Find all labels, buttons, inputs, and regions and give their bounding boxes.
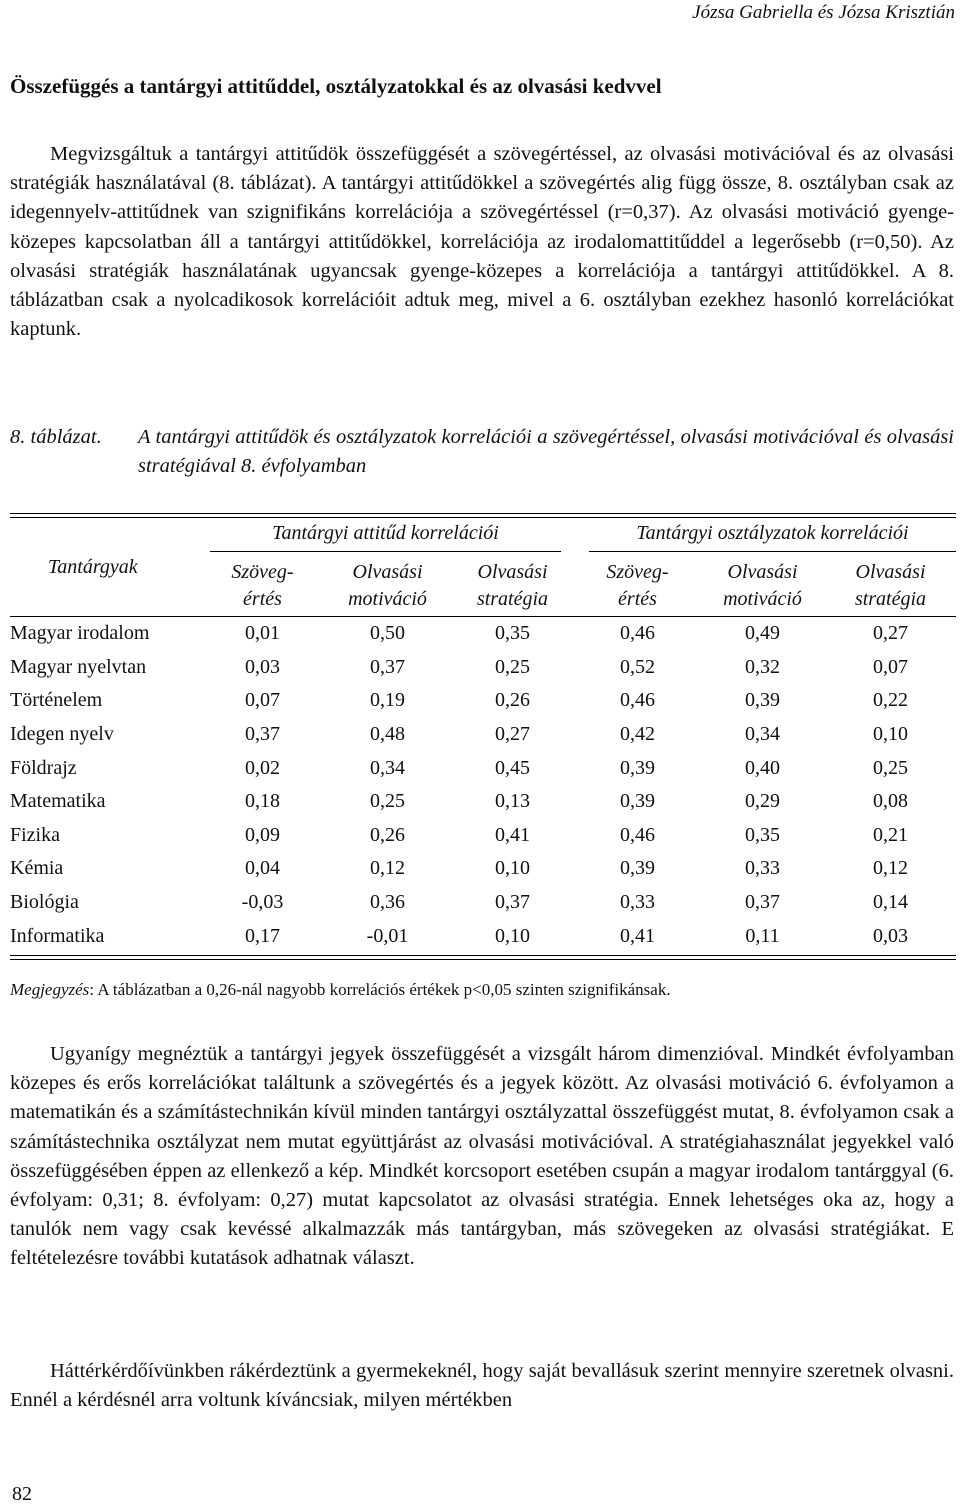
table-cell-subject: Magyar nyelvtan — [10, 655, 147, 678]
table-cell-subject: Biológia — [10, 891, 79, 914]
table-cell: 0,29 — [745, 790, 780, 813]
table-cell: 0,25 — [495, 655, 530, 678]
table-cell: 0,10 — [495, 857, 530, 880]
table-row — [10, 617, 956, 651]
subheader-attitude-reading-comprehension: Szöveg- értés — [200, 556, 325, 617]
table-cell: 0,32 — [745, 655, 780, 678]
table-cell: 0,50 — [370, 622, 405, 645]
table-cell: 0,37 — [245, 723, 280, 746]
table-cell: 0,39 — [620, 857, 655, 880]
table-cell: 0,25 — [370, 790, 405, 813]
table-caption-text: A tantárgyi attitűdök és osztályzatok korrelációi a szövegértéssel, olvasási motivációval és olvasási stratégiával 8. évfolyamban — [138, 426, 954, 477]
section-title: Összefüggés a tantárgyi attitűddel, osztályzatokkal és az olvasási kedvvel — [10, 74, 662, 98]
table-row — [10, 919, 956, 953]
table-cell: 0,39 — [620, 790, 655, 813]
table-cell: 0,37 — [495, 891, 530, 914]
table-row — [10, 751, 956, 785]
table-cell: 0,45 — [495, 756, 530, 779]
table-cell: 0,25 — [873, 756, 908, 779]
table-cell-subject: Történelem — [10, 689, 103, 712]
table-cell: 0,10 — [495, 924, 530, 947]
table-cell: 0,18 — [245, 790, 280, 813]
table-cell: 0,39 — [620, 756, 655, 779]
table-cell: 0,40 — [745, 756, 780, 779]
paragraph-background-questionnaire: Háttérkérdőívünkben rákérdeztünk a gyermekeknél, hogy saját bevallásuk szerint mennyire szeretnek olvasni. Ennél a kérdésnél arra voltunk kíváncsiak, milyen mértékben — [10, 1360, 954, 1412]
subheader-attitude-reading-motivation: Olvasási motiváció — [325, 556, 450, 617]
subheader-attitude-reading-strategy: Olvasási stratégia — [450, 556, 575, 617]
table-cell: 0,02 — [245, 756, 280, 779]
subheader-grades-reading-comprehension: Szöveg- értés — [575, 556, 700, 617]
table-cell: 0,34 — [370, 756, 405, 779]
table-cell-subject: Kémia — [10, 857, 64, 880]
table-row — [10, 819, 956, 853]
table-cell: -0,03 — [241, 891, 284, 914]
table-cell: 0,35 — [745, 823, 780, 846]
table-cell: 0,27 — [495, 723, 530, 746]
correlation-table-container — [10, 513, 956, 960]
table-cell: 0,04 — [245, 857, 280, 880]
table-row — [10, 852, 956, 886]
table-cell: 0,35 — [495, 622, 530, 645]
table-cell: 0,46 — [620, 622, 655, 645]
table-cell: 0,26 — [495, 689, 530, 712]
table-cell: 0,22 — [873, 689, 908, 712]
table-cell: 0,36 — [370, 891, 405, 914]
header-subjects: Tantárgyak — [10, 518, 200, 617]
table-cell: -0,01 — [366, 924, 409, 947]
table-cell: 0,33 — [745, 857, 780, 880]
table-cell: 0,03 — [245, 655, 280, 678]
table-row — [10, 785, 956, 819]
table-cell: 0,12 — [370, 857, 405, 880]
table-cell: 0,42 — [620, 723, 655, 746]
table-cell: 0,46 — [620, 689, 655, 712]
table-cell: 0,07 — [873, 655, 908, 678]
table-cell: 0,37 — [370, 655, 405, 678]
table-cell-subject: Matematika — [10, 790, 106, 813]
table-cell: 0,41 — [495, 823, 530, 846]
table-cell: 0,10 — [873, 723, 908, 746]
table-cell: 0,19 — [370, 689, 405, 712]
header-group-attitude: Tantárgyi attitűd korrelációi — [210, 522, 561, 552]
table-cell: 0,21 — [873, 823, 908, 846]
table-cell: 0,14 — [873, 891, 908, 914]
table-cell: 0,41 — [620, 924, 655, 947]
table-cell: 0,08 — [873, 790, 908, 813]
table-cell: 0,48 — [370, 723, 405, 746]
paragraph-intro: Megvizsgáltuk a tantárgyi attitűdök összefüggését a szövegértéssel, az olvasási motivációval és az olvasási stratégiák használatával (8. táblázat). A tantárgyi attitűdökkel a szövegértés alig függ össze, 8. osztályban csak az idegennyelv-attitűdnek van szignifikáns korrelációja a szövegértéssel (r=0,37). Az olvasási motiváció gyenge-közepes kapcsolatban áll a tantárgyi attitűdökkel, korrelációja az irodalomattitűddel a legerősebb (r=0,50). Az olvasási stratégiák használatának ugyancsak gyenge-közepes a korrelációja a tantárgyi attitűdökkel. A 8. táblázatban csak a nyolcadikosok korrelációit adtuk meg, mivel a 6. osztályban ezekhez hasonló korrelációkat kaptunk. — [10, 143, 954, 341]
table-cell: 0,39 — [745, 689, 780, 712]
table-cell: 0,09 — [245, 823, 280, 846]
table-caption — [10, 423, 954, 481]
table-body — [10, 617, 956, 953]
table-cell: 0,01 — [245, 622, 280, 645]
table-cell: 0,17 — [245, 924, 280, 947]
table-cell: 0,34 — [745, 723, 780, 746]
table-cell: 0,11 — [745, 924, 780, 947]
table-note — [10, 980, 954, 1000]
running-header-authors: Józsa Gabriella és Józsa Krisztián — [692, 2, 955, 23]
table-cell: 0,26 — [370, 823, 405, 846]
table-row — [10, 684, 956, 718]
table-cell: 0,37 — [745, 891, 780, 914]
table-cell: 0,03 — [873, 924, 908, 947]
paragraph-grades: Ugyanígy megnéztük a tantárgyi jegyek összefüggését a vizsgált három dimenzióval. Mindkét évfolyamban közepes és erős korrelációkat találtunk a szövegértés és a jegyek között. Az olvasási motiváció 6. évfolyamon a matematikán és a számítástechnikán kívül minden tantárgyi osztályzattal összefüggést mutat, 8. évfolyamon csak a számítástechnika osztályzat nem mutat együttjárást az olvasási motivációval. A stratégiahasználat jegyekkel való összefüggésében éppen az ellenkező a kép. Mindkét korcsoport esetében csupán a magyar irodalom tantárggyal (6. évfolyam: 0,31; 8. évfolyam: 0,27) mutat kapcsolatot az olvasási stratégia. Ennek lehetséges oka az, hogy a tanulók nem vagy csak kevéssé alkalmazzák más tantárgyban, más szövegeken az olvasási stratégiákat. E feltételezésre további kutatások adhatnak választ. — [10, 1043, 954, 1270]
subheader-grades-reading-motivation: Olvasási motiváció — [700, 556, 825, 617]
correlation-table — [10, 518, 956, 953]
page-number: 82 — [12, 1483, 32, 1505]
table-cell: 0,07 — [245, 689, 280, 712]
table-cell: 0,13 — [495, 790, 530, 813]
table-cell: 0,27 — [873, 622, 908, 645]
table-note-text: : A táblázatban a 0,26-nál nagyobb korrelációs értékek p<0,05 szinten szignifikánsak. — [89, 980, 671, 999]
table-cell-subject: Magyar irodalom — [10, 622, 150, 645]
table-row — [10, 886, 956, 920]
table-bottom-rule — [10, 955, 956, 960]
table-row — [10, 651, 956, 685]
table-row — [10, 718, 956, 752]
table-cell: 0,49 — [745, 622, 780, 645]
table-caption-label: 8. táblázat. — [10, 426, 102, 448]
table-cell: 0,46 — [620, 823, 655, 846]
header-group-grades: Tantárgyi osztályzatok korrelációi — [589, 522, 956, 552]
table-cell-subject: Informatika — [10, 924, 105, 947]
table-cell: 0,12 — [873, 857, 908, 880]
table-cell-subject: Fizika — [10, 823, 60, 846]
table-cell: 0,33 — [620, 891, 655, 914]
table-cell-subject: Földrajz — [10, 756, 77, 779]
table-cell: 0,52 — [620, 655, 655, 678]
table-note-label: Megjegyzés — [10, 980, 90, 999]
subheader-grades-reading-strategy: Olvasási stratégia — [825, 556, 956, 617]
table-cell-subject: Idegen nyelv — [10, 723, 114, 746]
